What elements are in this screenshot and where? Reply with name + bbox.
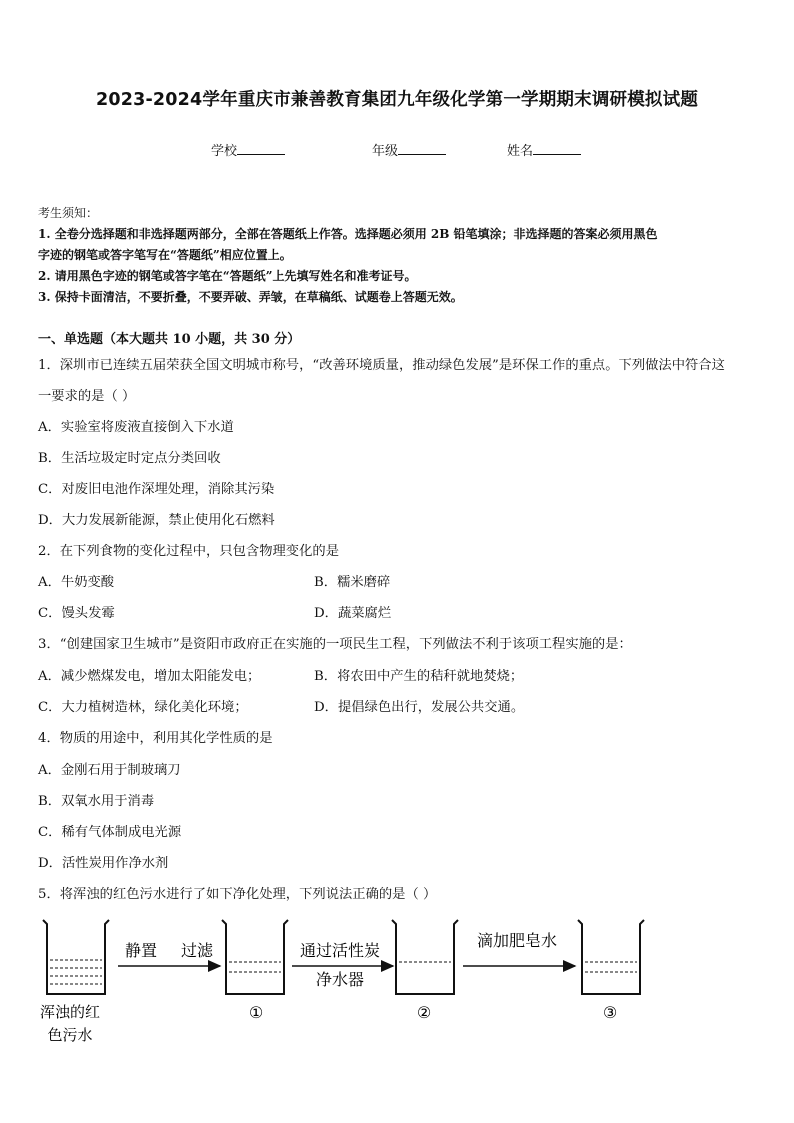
beaker-2-icon [392, 920, 458, 994]
q4-option-a: A．金刚石用于制玻璃刀 [38, 763, 181, 778]
name-blank [533, 142, 581, 155]
step1-text-a: 静置 [124, 941, 158, 960]
q4-option-c: C．稀有气体制成电光源 [38, 825, 182, 840]
exam-notice [38, 203, 760, 308]
beaker-3-label: ③ [602, 1003, 618, 1022]
student-info-fields [0, 140, 794, 160]
q1-stem-line1: 1．深圳市已连续五届荣获全国文明城市称号，“改善环境质量，推动绿色发展”是环保工作的重点。下列做法中符合这 [38, 358, 725, 373]
name-field [507, 140, 581, 159]
step2-text-a: 通过活性炭 [299, 941, 381, 960]
school-field [211, 140, 285, 159]
step1-text-b: 过滤 [180, 941, 214, 960]
q2-option-a: A．牛奶变酸 [38, 575, 115, 590]
q3-option-a: A．减少燃煤发电，增加太阳能发电； [38, 669, 261, 684]
q4-option-b: B．双氧水用于消毒 [38, 794, 155, 809]
notice-heading: 考生须知： [38, 206, 99, 220]
notice-item-1-cont: 字迹的钢笔或答字笔写在“答题纸”相应位置上。 [38, 248, 292, 262]
notice-item-3: 3. 保持卡面清洁，不要折叠，不要弄破、弄皱，在草稿纸、试题卷上答题无效。 [38, 290, 463, 304]
q1-option-a: A．实验室将废液直接倒入下水道 [38, 420, 234, 435]
notice-item-1: 1. 全卷分选择题和非选择题两部分，全部在答题纸上作答。选择题必须用 2B 铅笔填涂；非选择题的答案必须用黑色 [38, 227, 658, 241]
q1-option-b: B．生活垃圾定时定点分类回收 [38, 451, 221, 466]
q4-option-d: D．活性炭用作净水剂 [38, 856, 169, 871]
grade-blank [398, 142, 446, 155]
beaker-2-label: ② [416, 1003, 432, 1022]
school-blank [237, 142, 285, 155]
beaker-1-icon [222, 920, 288, 994]
school-label: 学校 [211, 144, 238, 159]
q1-option-d: D．大力发展新能源，禁止使用化石燃料 [38, 513, 275, 528]
purification-diagram [30, 910, 670, 1055]
name-label: 姓名 [507, 144, 534, 159]
source-label-line1: 浑浊的红 [39, 1003, 101, 1021]
q1-option-c: C．对废旧电池作深埋处理，消除其污染 [38, 482, 275, 497]
page-title: 2023-2024学年重庆市兼善教育集团九年级化学第一学期期末调研模拟试题 [95, 90, 699, 110]
q3-option-b: B．将农田中产生的秸秆就地焚烧； [314, 669, 524, 684]
q2-stem: 2．在下列食物的变化过程中，只包含物理变化的是 [38, 544, 339, 559]
beaker-1-label: ① [248, 1003, 264, 1022]
grade-field [372, 140, 446, 159]
notice-item-2: 2. 请用黑色字迹的钢笔或答字笔在“答题纸”上先填写姓名和准考证号。 [38, 269, 417, 283]
q3-option-d: D．提倡绿色出行，发展公共交通。 [314, 700, 525, 715]
q2-option-b: B．糯米磨碎 [314, 575, 391, 590]
q5-stem: 5．将浑浊的红色污水进行了如下净化处理，下列说法正确的是（ ） [38, 887, 437, 902]
q2-option-d: D．蔬菜腐烂 [314, 606, 392, 621]
q4-stem: 4．物质的用途中，利用其化学性质的是 [38, 731, 273, 746]
beaker-source-icon [43, 920, 109, 994]
q1-stem-line2: 一要求的是（ ） [38, 389, 136, 404]
q2-option-c: C．馒头发霉 [38, 606, 115, 621]
step2-text-b: 净水器 [315, 970, 365, 989]
source-label-line2: 色污水 [47, 1026, 93, 1044]
grade-label: 年级 [372, 144, 399, 159]
q3-option-c: C．大力植树造林，绿化美化环境； [38, 700, 248, 715]
step3-text: 滴加肥皂水 [476, 931, 558, 950]
section-heading: 一、单选题（本大题共 10 小题，共 30 分） [38, 332, 301, 347]
beaker-3-icon [578, 920, 644, 994]
q3-stem: 3．“创建国家卫生城市”是资阳市政府正在实施的一项民生工程，下列做法不利于该项工程实施的是： [38, 637, 632, 652]
